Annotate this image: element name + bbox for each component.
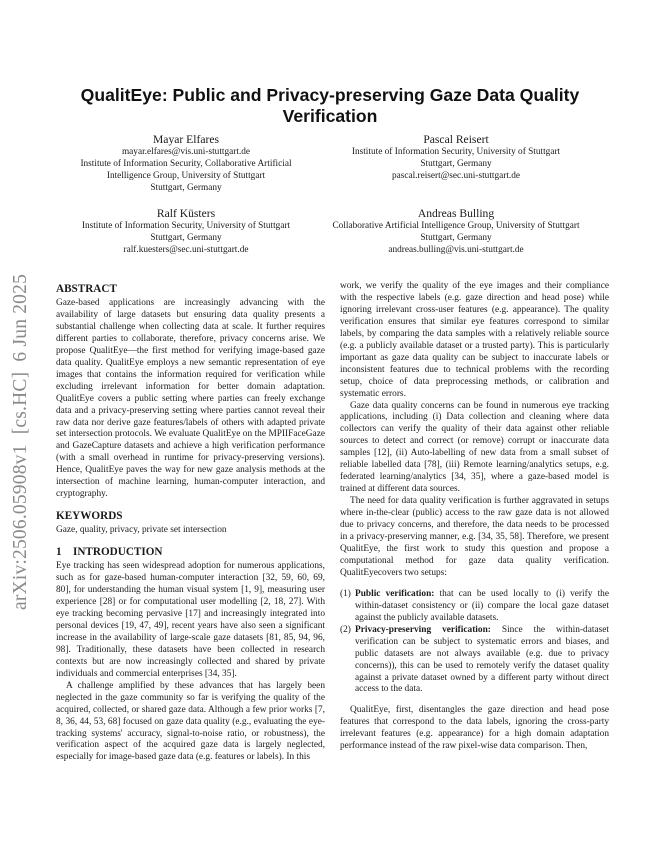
- section-title: INTRODUCTION: [73, 546, 163, 559]
- author-location: Stuttgart, Germany: [420, 158, 492, 169]
- keywords-text: Gaze, quality, privacy, private set intersection: [56, 525, 227, 536]
- abstract-text: Gaze-based applications are increasingly advancing with the availability of large datasets but ensuring data quality presents a substantial challenge when collecting data at scale. It further requires different parties to collaborate, therefore, privacy concerns arise. We propose QualitEye—the first method for verifying image-based gaze data quality. QualitEye employs a new semantic representation of eye images that contains the information required for verification while excluding irrelevant information for better domain adaptation. QualitEye covers a public setting where parties can freely exchange data and a privacy-preserving setting where parties cannot reveal their raw data nor derive gaze features/labels of others with adapted private set intersection protocols. We evaluate QualitEye on the MPIIFaceGaze and GazeCapture datasets and achieve a high verification performance (with a small overhead in runtime for privacy-preserving versions). Hence, QualitEye paves the way for new gaze analysis methods at the intersection of machine learning, human-computer interaction, and cryptography.: [56, 298, 325, 500]
- author-block: [330, 207, 582, 257]
- author-name: Andreas Bulling: [417, 207, 495, 220]
- author-name: Ralf Küsters: [156, 207, 216, 220]
- author-name: Mayar Elfares: [153, 133, 219, 146]
- list-item-label: Public verification:: [355, 588, 435, 599]
- paragraph: work, we verify the quality of the eye images and their compliance with the respective labels (e.g. gaze direction and head pose) while ignoring irrelevant cross-user features (e.g. appearance). The quality verification ensures that similar eye features correspond to similar labels, by comparing the data samples with a relatively reliable source (e.g. a publicly available dataset or a trusted party). This is particularly important as gaze data quality can be subject to inaccurate labels or inconsistent features due to technical problems with the recording setup, choice of data preprocessing methods, or calibration and systematic errors.: [340, 281, 609, 399]
- list-item-text: that can be used locally to (i) verify the within-dataset consistency or (ii) compare the local gaze dataset against the publicly available datasets.: [355, 588, 610, 623]
- author-email: ralf.kuesters@sec.uni-stuttgart.de: [123, 244, 249, 255]
- introduction-heading: [56, 546, 325, 559]
- list-item-text: Since the within-dataset verification can be subject to systematic errors and biases, and public datasets are not always available (e.g. due to privacy concerns)), this can be used to remotely verify the dataset quality against a private dataset owned by a different party without direct access to the data.: [355, 624, 609, 695]
- author-block: [60, 207, 312, 257]
- list-item: [340, 625, 609, 697]
- paragraph: QualitEye, first, disentangles the gaze direction and head pose features that correspond to the data labels, ignoring the cross-party irrelevant features (e.g. appearance) for a high domain adaptation performance instead of the raw pixel-wise data comparison. Then,: [340, 705, 609, 752]
- author-name: Pascal Reisert: [423, 133, 489, 146]
- abstract-heading: ABSTRACT: [56, 283, 117, 295]
- list-item-label: Privacy-preserving verification:: [355, 624, 491, 635]
- paragraph: A challenge amplified by these advances that has largely been neglected in the gaze community so far is verifying the quality of the acquired, collected, or shared gaze data. Although a few prior works [7, 8, 36, 44, 53, 68] focused on gaze data quality (e.g., evaluating the eye-tracking systems' accuracy, signal-to-noise ratio, or robustness), the verification aspect of the acquired gaze data is largely neglected, especially for image-based gaze data (e.g. features or labels). In this: [56, 680, 325, 763]
- setups-list: [340, 589, 609, 697]
- left-column: [56, 283, 325, 764]
- author-location: Stuttgart, Germany: [420, 232, 492, 243]
- keywords-heading: KEYWORDS: [56, 510, 123, 523]
- author-location: Stuttgart, Germany: [150, 232, 222, 243]
- author-affiliation: Institute of Information Security, Collaborative Artificial Intelligence Group, University of Stuttgart: [80, 158, 292, 181]
- author-affiliation: Institute of Information Security, University of Stuttgart: [351, 147, 561, 157]
- paragraph: The need for data quality verification is further aggravated in setups where in-the-clear (public) access to the raw gaze data is not allowed due to privacy concerns, and therefore, the data needs to be processed in a privacy-preserving manner, e.g. [34, 35, 58]. Therefore, we present QualitEye, the first work to study this question and propose a computational method for gaze data quality verification. QualitEyecovers two setups:: [340, 496, 609, 578]
- author-email: mayar.elfares@vis.uni-stuttgart.de: [121, 147, 251, 157]
- author-affiliation: Collaborative Artificial Intelligence Group, University of Stuttgart: [332, 221, 580, 231]
- author-block: [330, 133, 582, 183]
- paragraph: Gaze data quality concerns can be found in numerous eye tracking applications, including (i) Data collection and cleaning where data collectors can verify the quality of their data against other reliable sources to detect and correct (or remove) corrupt or inaccurate data samples [12], (ii) Auto-labelling of new data from a small subset of reliable labelled data [78], (iii) Remote learning/analytics setups, e.g. federated learning/analytics [34, 35], where a gaze-based model is trained at different data sources.: [340, 400, 609, 495]
- list-marker: (2): [340, 624, 351, 635]
- author-location: Stuttgart, Germany: [150, 182, 222, 193]
- paper-title: QualitEye: Public and Privacy-preserving Gaze Data Quality Verification: [80, 85, 580, 126]
- author-email: pascal.reisert@sec.uni-stuttgart.de: [391, 170, 521, 181]
- author-affiliation: Institute of Information Security, University of Stuttgart: [81, 221, 291, 231]
- list-marker: (1): [340, 588, 351, 599]
- arxiv-identifier-stamp: arXiv:2506.05908v1 [cs.HC] 6 Jun 2025: [10, 273, 31, 610]
- author-block: [60, 133, 312, 195]
- list-item: [340, 589, 609, 625]
- right-column: [340, 281, 609, 753]
- author-email: andreas.bulling@vis.uni-stuttgart.de: [388, 244, 524, 255]
- section-number: 1: [56, 546, 62, 559]
- paragraph: Eye tracking has seen widespread adoption for numerous applications, such as for gaze-based human-computer interaction [32, 59, 60, 69, 80], for understanding the human visual system [1, 9], measuring user experience [28] or for computational user modelling [2, 18, 27]. With eye tracking becoming pervasive [17] and increasingly integrated into personal devices [19, 47, 49], recent years have also seen a significant increase in the availability of large-scale gaze datasets [81, 85, 94, 96, 98]. Traditionally, these datasets have been collected in research contexts but are now increasingly collected and shared by private individuals and commercial enterprises [34, 35].: [56, 561, 325, 679]
